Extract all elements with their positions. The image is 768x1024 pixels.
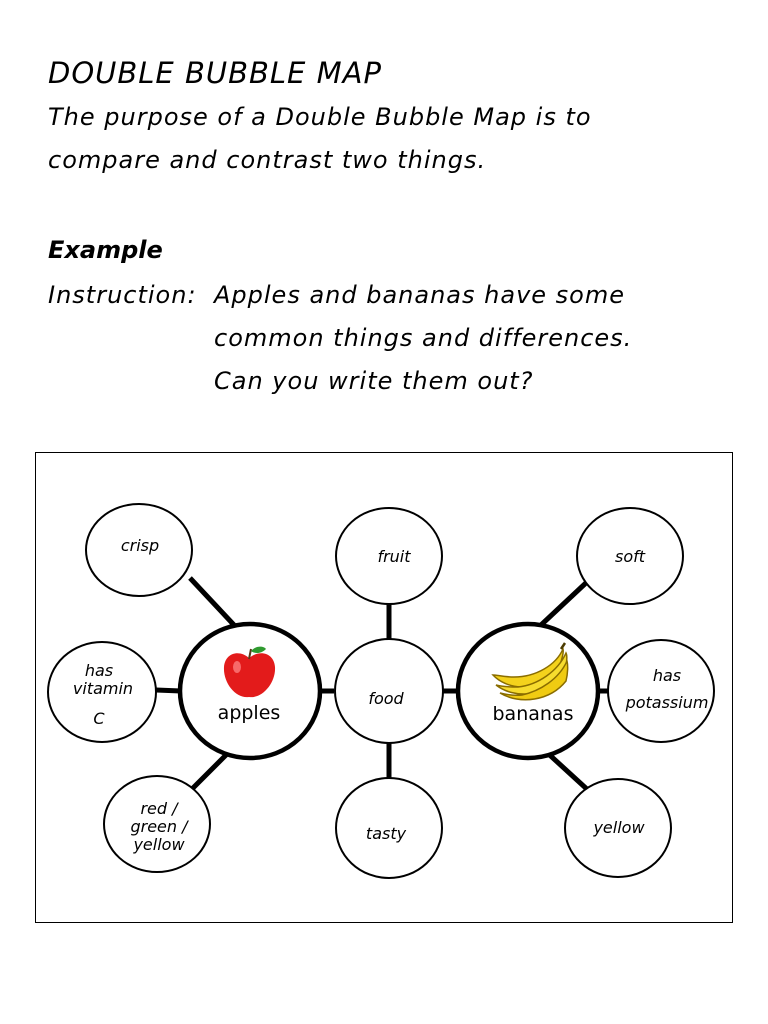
label-food: food — [368, 689, 404, 708]
label-crisp: crisp — [120, 536, 160, 555]
label-soft: soft — [614, 547, 646, 566]
label-vitamin: vitamin — [72, 679, 134, 698]
bubble-has-potassium — [608, 640, 714, 742]
double-bubble-map — [35, 452, 733, 923]
instruction-label: Instruction: — [48, 281, 197, 309]
label-tasty: tasty — [365, 824, 407, 843]
label-has: has — [84, 661, 114, 680]
label-green: green / — [130, 817, 188, 836]
label-potassium: potassium — [625, 693, 709, 712]
label-red: red / — [140, 799, 178, 818]
connector-bananas-soft — [541, 581, 588, 625]
purpose-line-2: compare and contrast two things. — [48, 146, 487, 174]
purpose-line-1: The purpose of a Double Bubble Map is to — [48, 103, 592, 131]
instruction-line-1: Apples and bananas have some — [214, 281, 625, 309]
label-fruit: fruit — [377, 547, 411, 566]
label-yellow-apples: yellow — [133, 835, 185, 854]
example-heading: Example — [48, 236, 163, 264]
label-c: C — [93, 709, 105, 728]
page-title: DOUBLE BUBBLE MAP — [48, 56, 382, 90]
connector-apples-crisp — [190, 578, 234, 625]
label-yellow-bananas: yellow — [593, 818, 645, 837]
instruction-line-3: Can you write them out? — [214, 367, 534, 395]
instruction-line-2: common things and differences. — [214, 324, 633, 352]
topic-label-bananas: bananas — [492, 703, 574, 725]
topic-label-apples: apples — [217, 702, 281, 724]
label-has-right: has — [652, 666, 682, 685]
connector-apples-vitamin — [156, 690, 181, 691]
